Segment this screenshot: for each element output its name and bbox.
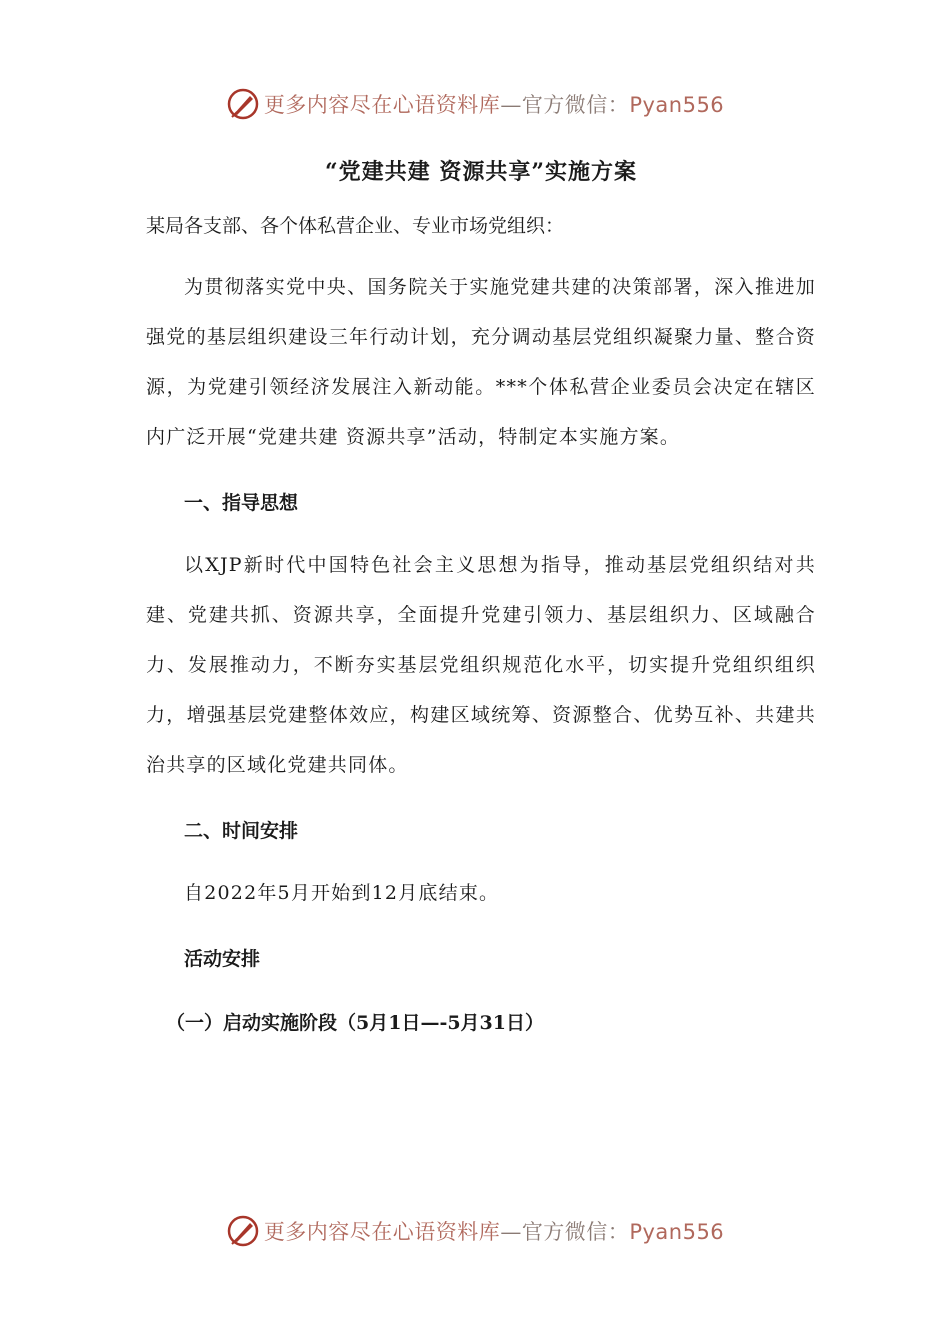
watermark-banner-top (0, 84, 950, 124)
watermark-text: 更多内容尽在心语资料库—官方微信：Pyan556 (263, 93, 725, 117)
guiding-ideology-paragraph: 以XJP新时代中国特色社会主义思想为指导，推动基层党组织结对共建、党建共抓、资源共享，全面提升党建引领力、基层组织力、区域融合力、发展推动力，不断夯实基层党组织规范化水平，切实提升党组织组织力，增强基层党建整体效应，构建区域统筹、资源整合、优势互补、共建共治共享的区域化党建共同体。 (146, 554, 816, 776)
section-heading-guiding-ideology: 一、指导思想 (184, 492, 299, 514)
salutation: 某局各支部、各个体私营企业、专业市场党组织： (146, 215, 565, 237)
quill-logo-icon (226, 1214, 260, 1248)
intro-paragraph: 为贯彻落实党中央、国务院关于实施党建共建的决策部署，深入推进加强党的基层组织建设三年行动计划，充分调动基层党组织凝聚力量、整合资源，为党建引领经济发展注入新动能。***个体私营企业委员会决定在辖区内广泛开展“党建共建 资源共享”活动，特制定本实施方案。 (146, 276, 816, 448)
document-title: “党建共建 资源共享”实施方案 (325, 159, 637, 185)
watermark-text: 更多内容尽在心语资料库—官方微信：Pyan556 (263, 1220, 725, 1244)
phase-one-heading: （一）启动实施阶段（5月1日—-5月31日） (166, 1012, 544, 1034)
quill-logo-icon (226, 87, 260, 121)
watermark-banner-bottom (0, 1211, 950, 1251)
schedule-paragraph: 自2022年5月开始到12月底结束。 (184, 882, 500, 904)
document-body (146, 150, 816, 1048)
section-heading-schedule: 二、时间安排 (184, 820, 299, 842)
section-heading-activities: 活动安排 (184, 948, 261, 970)
